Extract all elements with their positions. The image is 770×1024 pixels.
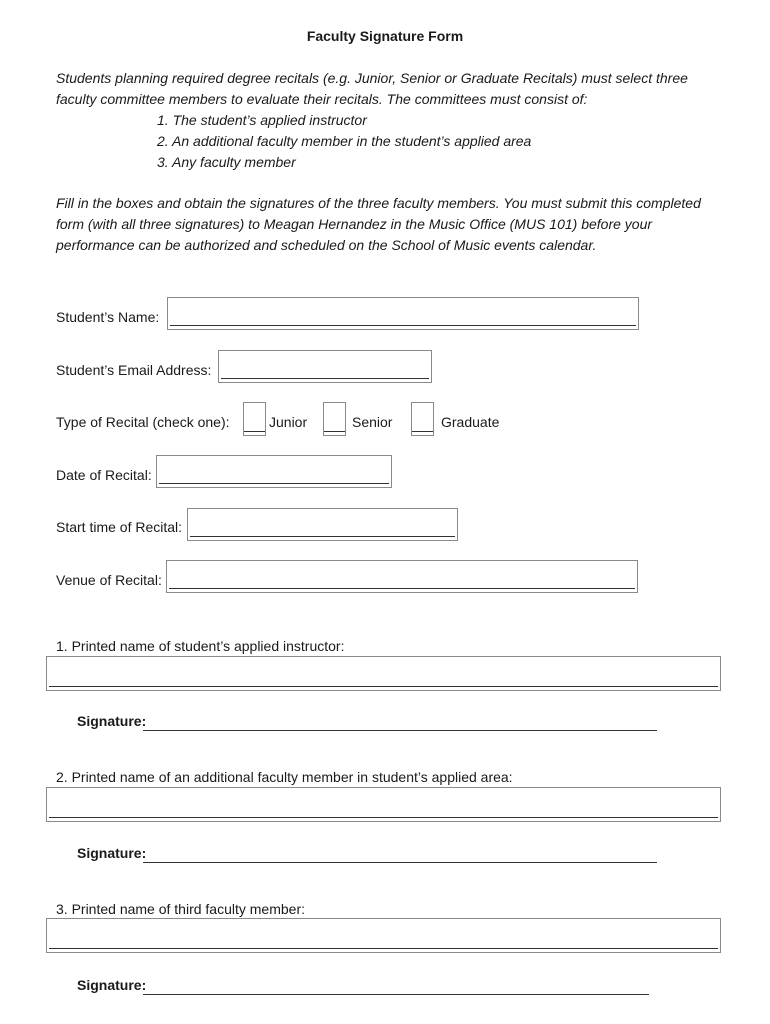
faculty-3-signature-line[interactable] — [143, 994, 649, 995]
instructions-line-2: form (with all three signatures) to Meagan Hernandez in the Music Office (MUS 101) before your — [56, 216, 653, 232]
student-email-field[interactable] — [218, 350, 432, 383]
faculty-2-name-field[interactable] — [46, 787, 721, 822]
faculty-1-name-field[interactable] — [46, 656, 721, 691]
start-time-label: Start time of Recital: — [56, 519, 183, 535]
junior-option-label: Junior — [269, 414, 308, 430]
venue-field[interactable] — [166, 560, 638, 593]
intro-line-1: Students planning required degree recitals (e.g. Junior, Senior or Graduate Recitals) must select three — [56, 70, 688, 86]
instructions-line-3: performance can be authorized and scheduled on the School of Music events calendar. — [56, 237, 597, 253]
graduate-option-label: Graduate — [441, 414, 500, 430]
instructions-line-1: Fill in the boxes and obtain the signatures of the three faculty members. You must submit this completed — [56, 195, 701, 211]
senior-checkbox[interactable] — [323, 402, 346, 436]
requirement-item: 3. Any faculty member — [157, 154, 296, 170]
faculty-1-signature-line[interactable] — [143, 730, 657, 731]
junior-checkbox[interactable] — [243, 402, 266, 436]
student-email-label: Student’s Email Address: — [56, 362, 212, 378]
faculty-2-signature-line[interactable] — [143, 862, 657, 863]
faculty-3-signature-label: Signature: — [77, 977, 147, 993]
date-field[interactable] — [156, 455, 392, 488]
requirement-item: 2. An additional faculty member in the student’s applied area — [157, 133, 532, 149]
recital-type-label: Type of Recital (check one): — [56, 414, 230, 430]
instructions-text — [56, 193, 746, 256]
faculty-1-signature-label: Signature: — [77, 713, 147, 729]
faculty-3-name-field[interactable] — [46, 918, 721, 953]
start-time-field[interactable] — [187, 508, 458, 541]
requirement-item: 1. The student’s applied instructor — [157, 112, 367, 128]
faculty-2-label: 2. Printed name of an additional faculty member in student’s applied area: — [56, 769, 513, 785]
student-name-field[interactable] — [167, 297, 639, 330]
intro-line-2: faculty committee members to evaluate their recitals. The committees must consist of: — [56, 91, 588, 107]
date-label: Date of Recital: — [56, 467, 152, 483]
venue-label: Venue of Recital: — [56, 572, 162, 588]
intro-text — [56, 68, 736, 110]
faculty-3-label: 3. Printed name of third faculty member: — [56, 901, 305, 917]
faculty-2-signature-label: Signature: — [77, 845, 147, 861]
senior-option-label: Senior — [352, 414, 393, 430]
student-name-label: Student’s Name: — [56, 309, 160, 325]
committee-requirements-list — [157, 110, 531, 173]
faculty-1-label: 1. Printed name of student’s applied instructor: — [56, 638, 345, 654]
graduate-checkbox[interactable] — [411, 402, 434, 436]
form-title: Faculty Signature Form — [306, 28, 464, 44]
